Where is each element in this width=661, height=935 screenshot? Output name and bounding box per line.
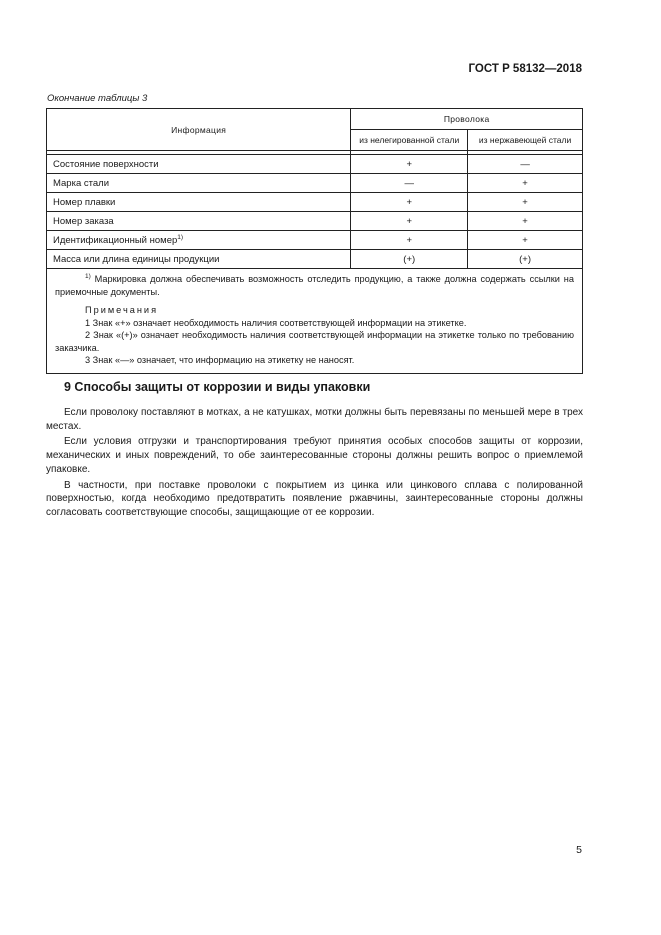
notes-heading: Примечания [85,305,159,315]
row-value-stainless: — [468,155,583,174]
table-row [47,193,583,212]
row-value-nonalloy: — [351,174,468,193]
page-header: ГОСТ Р 58132—2018 [468,63,582,75]
page-number: 5 [576,844,582,856]
row-value-nonalloy: + [351,231,468,250]
note-item: 1 Знак «+» означает необходимость наличия соответствующей информации на этикетке. [85,317,467,328]
row-value-stainless: + [468,174,583,193]
row-label: Состояние поверхности [47,155,351,174]
row-value-nonalloy: + [351,155,468,174]
row-label: Номер заказа [47,212,351,231]
row-value-nonalloy: (+) [351,250,468,269]
row-label: Номер плавки [47,193,351,212]
table-caption: Окончание таблицы 3 [47,93,148,104]
paragraph: Если проволоку поставляют в мотках, а не катушках, мотки должны быть перевязаны по меньшей мере в трех местах. [46,407,583,432]
paragraph: Если условия отгрузки и транспортирования требуют принятия особых способов защиты от коррозии, механических и иных повреждений, то обе заинтересованные стороны должны решить вопрос о приемлемой упаковке. [46,436,583,475]
table-header-row [47,109,583,130]
row-label: Масса или длина единицы продукции [47,250,351,269]
note-item: 3 Знак «—» означает, что информацию на этикетку не наносят. [85,355,355,365]
row-value-stainless: + [468,193,583,212]
section-title: 9 Способы защиты от коррозии и виды упаковки [64,380,371,394]
row-value-nonalloy: + [351,193,468,212]
table-row [47,250,583,269]
table-notes [47,269,583,374]
footnote-text: Маркировка должна обеспечивать возможность отследить продукцию, а также должна содержать ссылки на приемочные документы. [55,274,574,297]
footnote-ref: 1) [177,233,184,241]
row-value-nonalloy: + [351,212,468,231]
table-footnote [55,273,574,298]
table-notes-row [47,269,583,374]
row-label-text: Идентификационный номер [53,234,178,246]
row-label [47,231,351,250]
table-row [47,174,583,193]
row-value-stainless: + [468,212,583,231]
section-body [46,406,583,522]
table-row [47,155,583,174]
col-info-header: Информация [47,109,351,151]
row-label: Марка стали [47,174,351,193]
col-sub1-header: из нелегированной стали [351,130,468,151]
table-row [47,231,583,250]
col-group-header: Проволока [351,109,583,130]
row-value-stainless: + [468,231,583,250]
note-item: 2 Знак «(+)» означает необходимость наличия соответствующей информации на этикетке только по требованию заказчика. [55,330,574,353]
row-value-stainless: (+) [468,250,583,269]
paragraph: В частности, при поставке проволоки с покрытием из цинка или цинкового сплава с полированной поверхностью, когда необходимо предотвратить появление ржавчины, заинтересованные стороны должны согласовать соответствующие способы, защищающие от ее коррозии. [46,479,583,518]
marking-table [46,108,583,374]
table-row [47,212,583,231]
footnote-mark: 1) [85,272,91,280]
col-sub2-header: из нержавеющей стали [468,130,583,151]
